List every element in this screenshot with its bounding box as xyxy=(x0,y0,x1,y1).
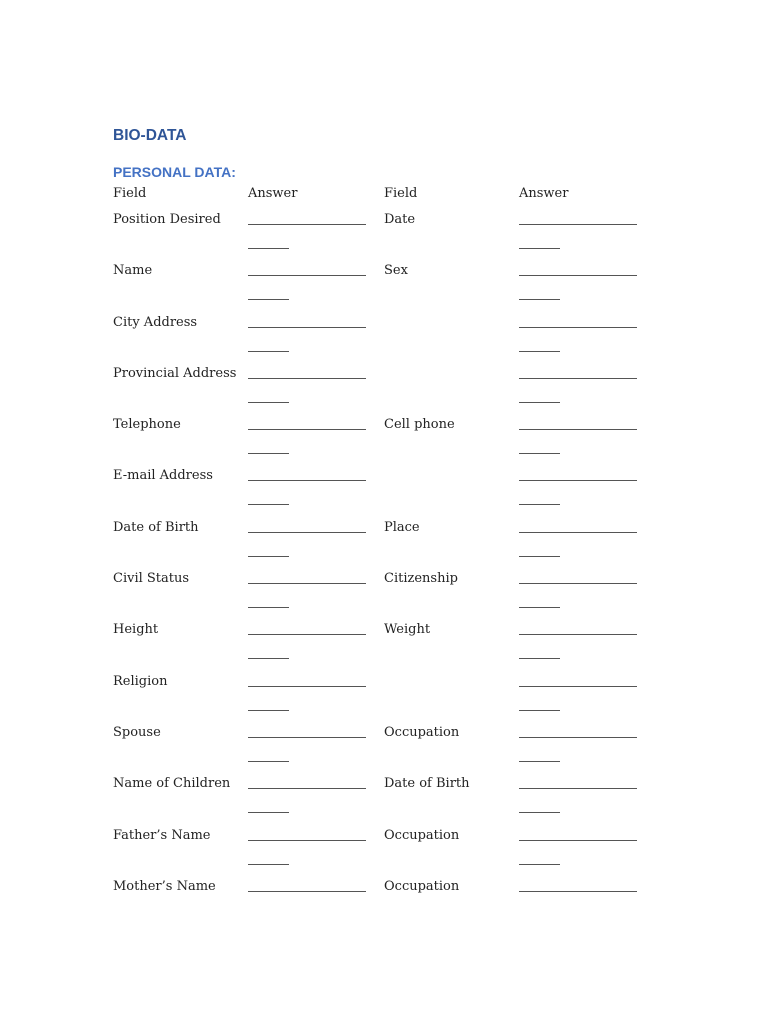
table-row xyxy=(113,210,673,261)
answer-underline xyxy=(519,634,637,635)
answer-blank[interactable] xyxy=(519,624,637,666)
field-label: Occupation xyxy=(384,827,460,843)
table-row xyxy=(113,518,673,569)
table-row xyxy=(113,877,673,928)
answer-blank[interactable] xyxy=(248,368,366,410)
answer-underline-continuation xyxy=(519,504,560,505)
table-row xyxy=(113,569,673,620)
answer-blank[interactable] xyxy=(519,676,637,718)
answer-blank[interactable] xyxy=(519,778,637,820)
field-label: Telephone xyxy=(113,417,181,433)
answer-underline xyxy=(519,275,637,276)
answer-underline xyxy=(248,583,366,584)
answer-underline-continuation xyxy=(519,299,560,300)
answer-blank[interactable] xyxy=(519,881,637,923)
biodata-form xyxy=(113,124,673,894)
field-label: Date of Birth xyxy=(384,776,470,792)
answer-underline-continuation xyxy=(248,812,289,813)
answer-underline-continuation xyxy=(519,658,560,659)
answer-underline-continuation xyxy=(519,248,560,249)
table-header-row xyxy=(113,184,673,210)
answer-underline xyxy=(248,788,366,789)
answer-blank[interactable] xyxy=(519,317,637,359)
answer-underline xyxy=(519,429,637,430)
answer-blank[interactable] xyxy=(248,470,366,512)
answer-blank[interactable] xyxy=(248,419,366,461)
table-row xyxy=(113,723,673,774)
field-label: Position Desired xyxy=(113,212,221,227)
field-label: Citizenship xyxy=(384,571,458,587)
answer-underline-continuation xyxy=(248,761,289,762)
answer-underline xyxy=(248,378,366,379)
answer-blank[interactable] xyxy=(519,265,637,307)
answer-blank[interactable] xyxy=(248,317,366,359)
field-label: Occupation xyxy=(384,724,460,740)
answer-underline xyxy=(519,788,637,789)
field-label: Place xyxy=(384,519,420,535)
answer-underline xyxy=(519,327,637,328)
answer-blank[interactable] xyxy=(519,830,637,872)
answer-blank[interactable] xyxy=(519,419,637,461)
answer-blank[interactable] xyxy=(519,573,637,615)
answer-underline-continuation xyxy=(519,556,560,557)
answer-blank[interactable] xyxy=(519,470,637,512)
answer-underline-continuation xyxy=(248,556,289,557)
answer-underline-continuation xyxy=(248,710,289,711)
field-label: E-mail Address xyxy=(113,468,213,484)
answer-blank[interactable] xyxy=(519,522,637,564)
answer-blank[interactable] xyxy=(248,573,366,615)
answer-underline xyxy=(519,224,637,225)
table-row xyxy=(113,620,673,671)
field-label: Name of Children xyxy=(113,776,231,792)
field-label: Religion xyxy=(113,673,168,689)
answer-underline xyxy=(248,634,366,635)
table-row xyxy=(113,672,673,723)
table-body xyxy=(113,210,673,928)
field-label: City Address xyxy=(113,314,198,330)
field-label: Date xyxy=(384,212,416,227)
field-label: Cell phone xyxy=(384,417,455,433)
answer-underline xyxy=(248,224,366,225)
answer-underline-continuation xyxy=(519,761,560,762)
answer-underline-continuation xyxy=(248,504,289,505)
answer-underline xyxy=(519,532,637,533)
table-row xyxy=(113,313,673,364)
answer-underline-continuation xyxy=(519,864,560,865)
answer-underline-continuation xyxy=(519,402,560,403)
answer-underline-continuation xyxy=(519,812,560,813)
field-label: Date of Birth xyxy=(113,519,199,535)
answer-underline xyxy=(519,737,637,738)
answer-blank[interactable] xyxy=(248,830,366,872)
column-header-field: Field xyxy=(113,186,147,201)
answer-blank[interactable] xyxy=(519,727,637,769)
field-label: Provincial Address xyxy=(113,365,237,381)
answer-underline xyxy=(519,891,637,892)
field-label: Mother’s Name xyxy=(113,878,216,894)
field-label: Spouse xyxy=(113,724,161,740)
personal-data-table xyxy=(113,184,673,928)
answer-underline-continuation xyxy=(519,453,560,454)
answer-underline xyxy=(248,891,366,892)
answer-underline-continuation xyxy=(248,351,289,352)
section-heading: PERSONAL DATA: xyxy=(113,164,236,180)
answer-underline-continuation xyxy=(248,402,289,403)
answer-underline xyxy=(519,583,637,584)
table-row xyxy=(113,261,673,312)
answer-blank[interactable] xyxy=(248,881,366,923)
answer-underline-continuation xyxy=(248,299,289,300)
answer-blank[interactable] xyxy=(248,265,366,307)
table-row xyxy=(113,774,673,825)
table-row xyxy=(113,364,673,415)
answer-blank[interactable] xyxy=(248,778,366,820)
answer-underline xyxy=(248,429,366,430)
answer-underline xyxy=(248,686,366,687)
answer-underline-continuation xyxy=(519,351,560,352)
answer-blank[interactable] xyxy=(519,214,637,256)
column-header-field: Field xyxy=(384,186,418,201)
answer-blank[interactable] xyxy=(248,727,366,769)
answer-underline-continuation xyxy=(248,248,289,249)
field-label: Father’s Name xyxy=(113,827,211,843)
answer-underline xyxy=(248,532,366,533)
column-header-answer: Answer xyxy=(248,186,298,201)
answer-blank[interactable] xyxy=(248,214,366,256)
answer-blank[interactable] xyxy=(519,368,637,410)
answer-underline xyxy=(248,840,366,841)
field-label: Name xyxy=(113,263,153,279)
field-label: Sex xyxy=(384,263,408,279)
answer-underline xyxy=(519,686,637,687)
answer-underline xyxy=(248,737,366,738)
answer-blank[interactable] xyxy=(248,522,366,564)
answer-blank[interactable] xyxy=(248,624,366,666)
table-row xyxy=(113,466,673,517)
answer-underline xyxy=(519,480,637,481)
answer-underline-continuation xyxy=(248,658,289,659)
answer-underline xyxy=(519,840,637,841)
field-label: Civil Status xyxy=(113,571,190,587)
answer-underline xyxy=(248,275,366,276)
answer-underline xyxy=(248,480,366,481)
document-title: BIO-DATA xyxy=(113,127,187,144)
field-label: Height xyxy=(113,622,159,638)
answer-underline xyxy=(248,327,366,328)
answer-underline xyxy=(519,378,637,379)
answer-underline-continuation xyxy=(248,607,289,608)
field-label: Occupation xyxy=(384,878,460,894)
answer-underline-continuation xyxy=(248,864,289,865)
table-row xyxy=(113,415,673,466)
column-header-answer: Answer xyxy=(519,186,569,201)
answer-underline-continuation xyxy=(248,453,289,454)
table-row xyxy=(113,826,673,877)
answer-underline-continuation xyxy=(519,607,560,608)
field-label: Weight xyxy=(384,622,431,638)
answer-underline-continuation xyxy=(519,710,560,711)
answer-blank[interactable] xyxy=(248,676,366,718)
